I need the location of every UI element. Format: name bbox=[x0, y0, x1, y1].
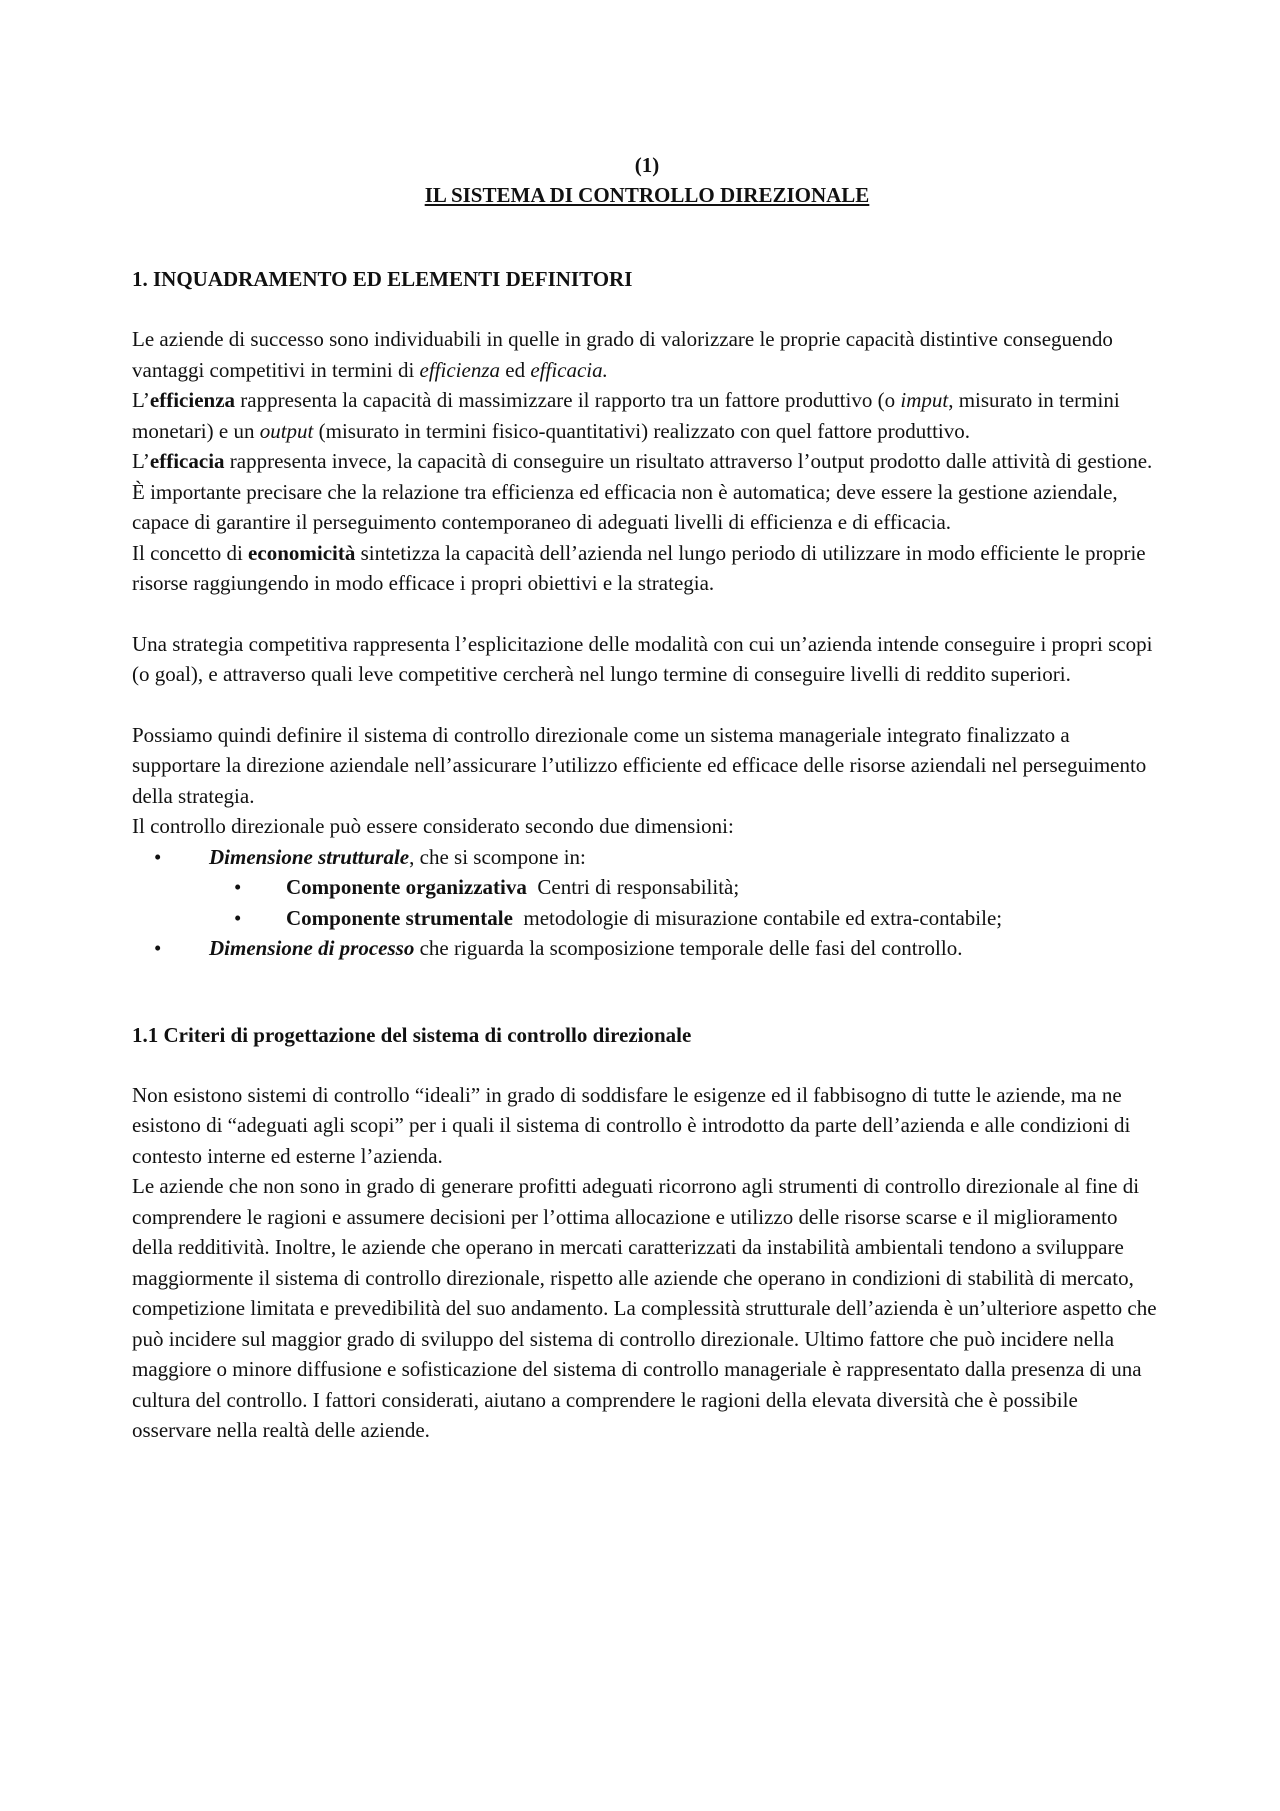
spacer bbox=[132, 690, 1162, 720]
list-item-dimensione-strutturale bbox=[132, 842, 1162, 934]
text-run: sintetizza la capacità dell’azienda nel lungo periodo di utilizzare in modo efficiente le proprie risorse raggiungendo in modo efficace i propri obiettivi e la strategia. bbox=[132, 540, 1146, 595]
spacer bbox=[132, 1050, 1162, 1080]
text-run: , che si scompone in: bbox=[409, 844, 586, 869]
paragraph-efficacia bbox=[132, 446, 1162, 477]
text-run: ed bbox=[500, 357, 531, 382]
section-1-heading: 1. INQUADRAMENTO ED ELEMENTI DEFINITORI bbox=[132, 267, 633, 291]
bullet-icon: • bbox=[154, 936, 162, 960]
sub-list bbox=[209, 872, 1162, 933]
term-dimensione-processo: Dimensione di processo bbox=[209, 936, 415, 960]
bullet-icon: • bbox=[154, 844, 162, 869]
text-run: (misurato in termini fisico-quantitativi) realizzato con quel fattore produttivo. bbox=[313, 418, 971, 443]
paragraph-economicita bbox=[132, 538, 1162, 599]
list-item-componente-organizzativa bbox=[209, 872, 1162, 903]
paragraph-success bbox=[132, 324, 1162, 385]
dimensions-list bbox=[132, 842, 1162, 964]
bullet-icon: • bbox=[234, 875, 242, 899]
paragraph-profitti: Le aziende che non sono in grado di generare profitti adeguati ricorrono agli strumenti di controllo direzionale al fine di comprendere le ragioni e assumere decisioni per l’ottima allocazione e utilizzo delle risorse scarse e il miglioramento della redditività. Inoltre, le aziende che operano in mercati caratterizzati da instabilità ambientali tendono a sviluppare maggiormente il sistema di controllo direzionale, rispetto alle aziende che operano in condizioni di stabilità di mercato, competizione limitata e prevedibilità del suo andamento. La complessità strutturale dell’azienda è un’ulteriore aspetto che può incidere sul maggior grado di sviluppo del sistema di controllo direzionale. Ultimo fattore che può incidere nella maggiore o minore diffusione e sofisticazione del sistema di controllo manageriale è rappresentato dalla presenza di una cultura del controllo. I fattori considerati, aiutano a comprendere le ragioni della elevata diversità che è possibile osservare nella realtà delle aziende. bbox=[132, 1174, 1157, 1442]
list-item-componente-strumentale bbox=[209, 903, 1162, 934]
text-run: metodologie di misurazione contabile ed extra-contabile; bbox=[512, 905, 1003, 930]
text-run: rappresenta invece, la capacità di conseguire un risultato attraverso l’output prodotto dalle attività di gestione. bbox=[224, 449, 1153, 473]
paragraph-strategia: Una strategia competitiva rappresenta l’esplicitazione delle modalità con cui un’azienda intende conseguire i propri scopi (o goal), e attraverso quali leve competitive cercherà nel lungo termine di conseguire livelli di reddito superiori. bbox=[132, 631, 1153, 686]
list-item-dimensione-processo bbox=[132, 933, 1162, 964]
bullet-icon: • bbox=[234, 905, 242, 930]
term-efficienza-bold: efficienza bbox=[149, 388, 236, 412]
term-dimensione-strutturale: Dimensione strutturale bbox=[209, 844, 410, 869]
term-efficacia-italic: efficacia. bbox=[530, 357, 608, 382]
text-run: L’ bbox=[132, 388, 150, 412]
term-economicita: economicità bbox=[248, 540, 356, 565]
chapter-number: (1) bbox=[634, 153, 660, 177]
document-page bbox=[132, 150, 1162, 1446]
chapter-title: IL SISTEMA DI CONTROLLO DIREZIONALE bbox=[424, 183, 870, 207]
spacer bbox=[132, 294, 1162, 324]
term-componente-organizzativa: Componente organizzativa bbox=[286, 875, 527, 899]
text-run: , misurato in termini monetari) e un bbox=[132, 388, 1120, 443]
paragraph-dimensioni: Il controllo direzionale può essere considerato secondo due dimensioni: bbox=[132, 814, 734, 838]
text-run: Centri di responsabilità; bbox=[526, 875, 740, 899]
text-run: Le aziende di successo sono individuabili in quelle in grado di valorizzare le proprie capacità distintive conseguendo vantaggi competitivi in termini di bbox=[132, 327, 1113, 382]
term-output: output bbox=[259, 418, 314, 443]
paragraph-definizione: Possiamo quindi definire il sistema di controllo direzionale come un sistema manageriale integrato finalizzato a supportare la direzione aziendale nell’assicurare l’utilizzo efficiente ed efficace delle risorse aziendali nel perseguimento della strategia. bbox=[132, 722, 1147, 808]
term-efficacia-bold: efficacia bbox=[149, 449, 225, 473]
term-imput: imput bbox=[900, 388, 949, 412]
term-efficienza-italic: efficienza bbox=[419, 357, 501, 382]
spacer bbox=[132, 599, 1162, 629]
paragraph-efficienza bbox=[132, 385, 1162, 446]
paragraph-sistemi-ideali: Non esistono sistemi di controllo “ideali” in grado di soddisfare le esigenze ed il fabbisogno di tutte le aziende, ma ne esistono di “adeguati agli scopi” per i quali il sistema di controllo è introdotto da parte dell’azienda e alle condizioni di contesto interne ed esterne l’azienda. bbox=[132, 1082, 1131, 1168]
spacer bbox=[132, 964, 1162, 1020]
paragraph-relazione: È importante precisare che la relazione tra efficienza ed efficacia non è automatica; deve essere la gestione aziendale, capace di garantire il perseguimento contemporaneo di adeguati livelli di efficienza e di efficacia. bbox=[132, 479, 1118, 534]
section-1-1-heading: 1.1 Criteri di progettazione del sistema di controllo direzionale bbox=[132, 1022, 692, 1047]
text-run: L’ bbox=[132, 449, 150, 473]
text-run: che riguarda la scomposizione temporale delle fasi del controllo. bbox=[414, 936, 963, 960]
text-run: rappresenta la capacità di massimizzare il rapporto tra un fattore produttivo (o bbox=[235, 388, 901, 412]
text-run: Il concetto di bbox=[132, 540, 249, 565]
term-componente-strumentale: Componente strumentale bbox=[286, 905, 513, 930]
